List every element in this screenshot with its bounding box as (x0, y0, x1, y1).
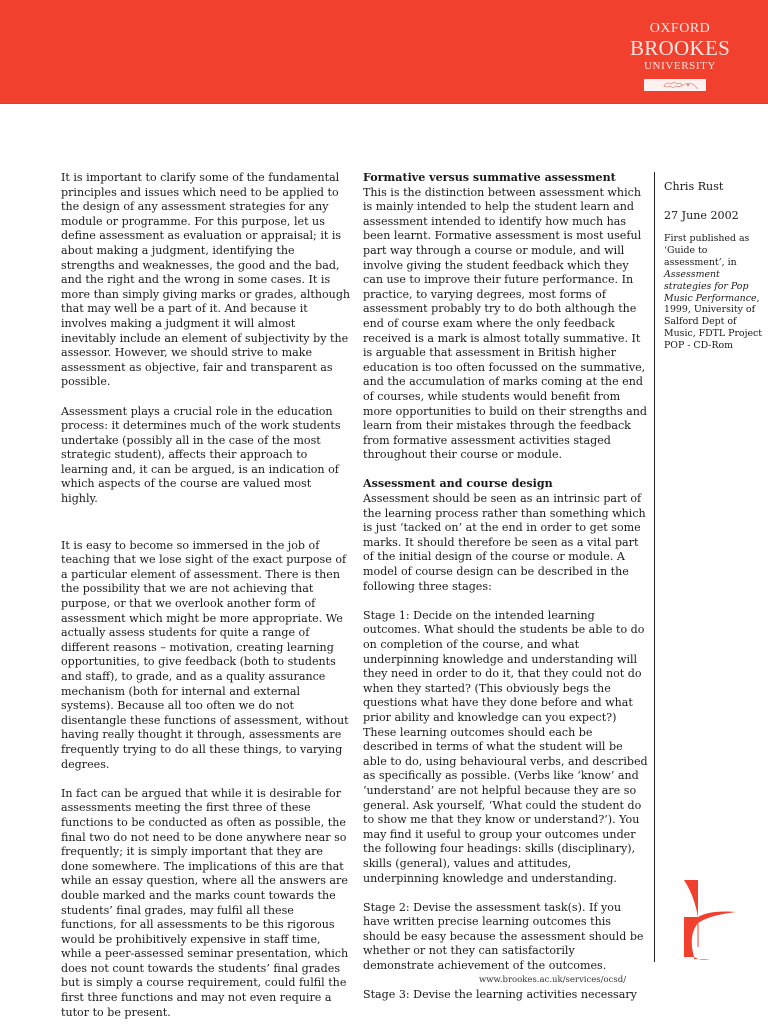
publication-note (664, 233, 764, 352)
university-logo (620, 22, 740, 72)
paragraph: It is easy to become so immersed in the job of teaching that we lose sight of the exact purpose of a particular element of assessment. There is then the possibility that we are not achieving that purpose, or that we overlook another form of assessment which might be more appropriate. We actually assess students for quite a range of different reasons – motivation, creating learning opportunities, to give feedback (both to students and staff), to grade, and as a quality assurance mechanism (both for internal and external systems). Because all too often we do not disentangle these functions of assessment, without having really thought it through, assessments are frequently trying to do all these things, to varying degrees. (61, 538, 349, 771)
section-formative (363, 171, 648, 463)
logo-line-oxford: OXFORD (649, 21, 711, 36)
section-body: Assessment should be seen as an intrinsic part of the learning process rather than something which is just ‘tacked on’ at the end in order to get some marks. It should therefore be seen as a vital part of the initial design of the course or module. A model of course design can be described in the following three stages: (363, 492, 646, 593)
brookes-cross-emblem-icon (680, 875, 740, 960)
section-heading: Formative versus summative assessment (363, 171, 616, 184)
left-column (61, 171, 351, 1020)
header-bar (0, 0, 768, 104)
middle-column (363, 171, 648, 1003)
footer-url[interactable]: www.brookes.ac.uk/services/ocsd/ (479, 975, 627, 985)
stage-1: Stage 1: Decide on the intended learning outcomes. What should the students be able to do on completion of the course, and what underpinning knowledge and understanding will they need in order to do it, that they could not do when they started? (This obviously begs the questions what have they done before and what prior ability and knowledge can you expect?) These learning outcomes should each be described in terms of what the student will be able to do, using behavioural verbs, and described as specifically as possible. (Verbs like ‘know’ and ‘understand’ are not helpful because they are so general. Ask yourself, ‘What could the student do to show me that they know or understand?’). You may find it useful to group your outcomes under the following four headings: skills (disciplinary), skills (general), values and attitudes, underpinning knowledge and understanding. (363, 608, 648, 885)
sidebar-divider (654, 172, 655, 962)
paragraph: In fact can be argued that while it is desirable for assessments meeting the first three of these functions to be conducted as often as possible, the final two do not need to be done anywhere near so frequently; it is simply important that they are done somewhere. The implications of this are that while an essay question, where all the answers are double marked and the marks count towards the students’ final grades, may fulfil all these functions, for all assessments to be this rigorous would be prohibitively expensive in staff time, while a peer-assessed seminar presentation, which does not count towards the students’ final grades but is simply a course requirement, could fulfil the first three functions and may not even require a tutor to be present. (61, 786, 349, 1019)
logo-line-university: UNIVERSITY (644, 60, 716, 72)
pubnote-suffix: , 1999, University of Salford Dept of Music, FDTL Project POP - CD-Rom (664, 292, 763, 352)
section-heading: Assessment and course design (363, 477, 553, 491)
section-body: This is the distinction between assessment which is mainly intended to help the student learn and assessment intended to identify how much has been learnt. Formative assessment is most useful part way through a course or module, and will involve giving the student feedback which they can use to improve their future performance. In practice, to varying degrees, most forms of assessment probably try to do both although the end of course exam where the only feedback received is a mark is almost totally summative. It is arguable that assessment in British higher education is too often focussed on the summative, and the accumulation of marks coming at the end of courses, while students would benefit from more opportunities to build on their strengths and learn from their mistakes through the feedback from formative assessment activities staged throughout their course or module. (363, 185, 648, 462)
paragraph: Assessment plays a crucial role in the education process: it determines much of the work students undertake (possibly all in the case of the most strategic student), affects their approach to learning and, it can be argued, is an indication of which aspects of the course are valued most highly. (61, 404, 341, 506)
pubnote-title: Assessment strategies for Pop Music Performance (664, 268, 757, 304)
section-course-design (363, 477, 648, 594)
author-name: Chris Rust (664, 180, 724, 193)
paragraph: It is important to clarify some of the fundamental principles and issues which need to be applied to the design of any assessment strategies for any module or programme. For this purpose, let us define assessment as evaluation or appraisal; it is about making a judgment, identifying the strengths and weaknesses, the good and the bad, and the right and the wrong in some cases. It is more than simply giving marks or grades, although that may well be a part of it. And because it involves making a judgment it will almost inevitably include an element of subjectivity by the assessor. However, we should strive to make assessment as objective, fair and transparent as possible. (61, 171, 351, 389)
brookes-bird-emblem-icon (644, 79, 706, 91)
publication-date: 27 June 2002 (664, 209, 739, 222)
pubnote-prefix: First published as ‘Guide to assessment’, in (664, 233, 750, 268)
sidebar (664, 180, 764, 352)
logo-line-brookes: BROOKES (629, 36, 731, 60)
stage-2: Stage 2: Devise the assessment task(s). If you have written precise learning outcomes this should be easy because the assessment should be whether or not they can satisfactorily demonstrate achievement of the outcomes. (363, 900, 644, 973)
stage-3: Stage 3: Devise the learning activities necessary (363, 988, 637, 1002)
